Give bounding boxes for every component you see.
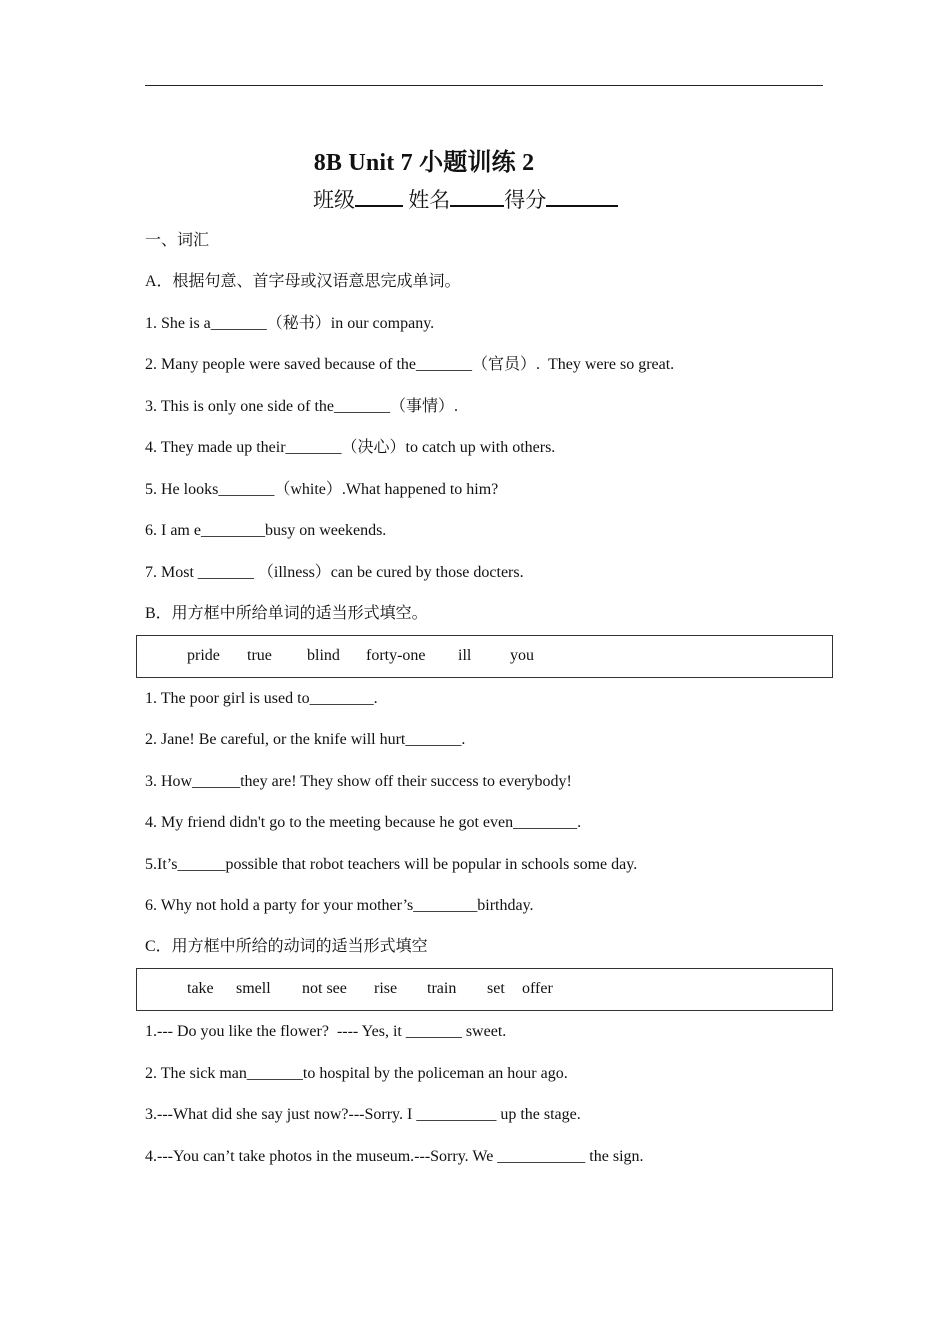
section-heading: 一、词汇 <box>145 232 210 249</box>
class-label: 班级 <box>313 188 355 212</box>
part-b-item: 5.It’s______possible that robot teachers will be popular in schools some day. <box>145 856 638 873</box>
part-b-item: 2. Jane! Be careful, or the knife will hurt_______. <box>145 731 466 748</box>
word-box-item: pride <box>187 647 220 664</box>
part-a-item: 7. Most _______ （illness）can be cured by those docters. <box>145 564 524 581</box>
word-box-item: you <box>510 647 534 664</box>
word-box-item: not see <box>302 980 347 997</box>
part-b-word-box <box>136 635 833 678</box>
part-a-item: 3. This is only one side of the_______（事情）. <box>145 398 459 415</box>
part-b-item: 1. The poor girl is used to________. <box>145 690 378 707</box>
part-c-item: 1.--- Do you like the flower? ---- Yes, it _______ sweet. <box>145 1023 507 1040</box>
word-box-item: forty-one <box>366 647 426 664</box>
word-box-item: train <box>427 980 457 997</box>
part-a-item: 2. Many people were saved because of the_______（官员）. They were so great. <box>145 356 675 373</box>
part-c-word-box <box>136 968 833 1011</box>
word-box-item: ill <box>458 647 472 664</box>
score-blank[interactable] <box>546 187 618 207</box>
part-b-item: 3. How______they are! They show off their success to everybody! <box>145 773 572 790</box>
word-box-item: take <box>187 980 214 997</box>
class-blank[interactable] <box>355 187 403 207</box>
word-box-item: rise <box>374 980 398 997</box>
word-box-item: smell <box>236 980 271 997</box>
name-label: 姓名 <box>408 188 451 212</box>
student-info-line <box>313 184 618 214</box>
part-c-instruction: C．用方框中所给的动词的适当形式填空 <box>145 938 428 955</box>
word-box-item: set <box>487 980 505 997</box>
part-b-item: 4. My friend didn't go to the meeting because he got even________. <box>145 814 582 831</box>
word-box-item: blind <box>307 647 340 664</box>
name-blank[interactable] <box>450 187 504 207</box>
part-c-item: 2. The sick man_______to hospital by the policeman an hour ago. <box>145 1065 568 1082</box>
part-a-item: 1. She is a_______（秘书）in our company. <box>145 315 435 332</box>
word-box-item: true <box>247 647 272 664</box>
part-b-item: 6. Why not hold a party for your mother’s________birthday. <box>145 897 534 914</box>
part-c-item: 4.---You can’t take photos in the museum.---Sorry. We ___________ the sign. <box>145 1148 644 1165</box>
word-box-item: offer <box>522 980 553 997</box>
part-a-item: 6. I am e________busy on weekends. <box>145 522 387 539</box>
part-a-item: 5. He looks_______（white）.What happened to him? <box>145 481 499 498</box>
part-b-instruction: B．用方框中所给单词的适当形式填空。 <box>145 605 428 622</box>
part-c-item: 3.---What did she say just now?---Sorry. I __________ up the stage. <box>145 1106 581 1123</box>
part-a-item: 4. They made up their_______（决心）to catch up with others. <box>145 439 556 456</box>
score-label: 得分 <box>504 188 547 212</box>
part-a-instruction: A．根据句意、首字母或汉语意思完成单词。 <box>145 273 461 290</box>
page-title: 8B Unit 7 小题训练 2 <box>313 150 535 176</box>
header-rule <box>145 85 823 86</box>
